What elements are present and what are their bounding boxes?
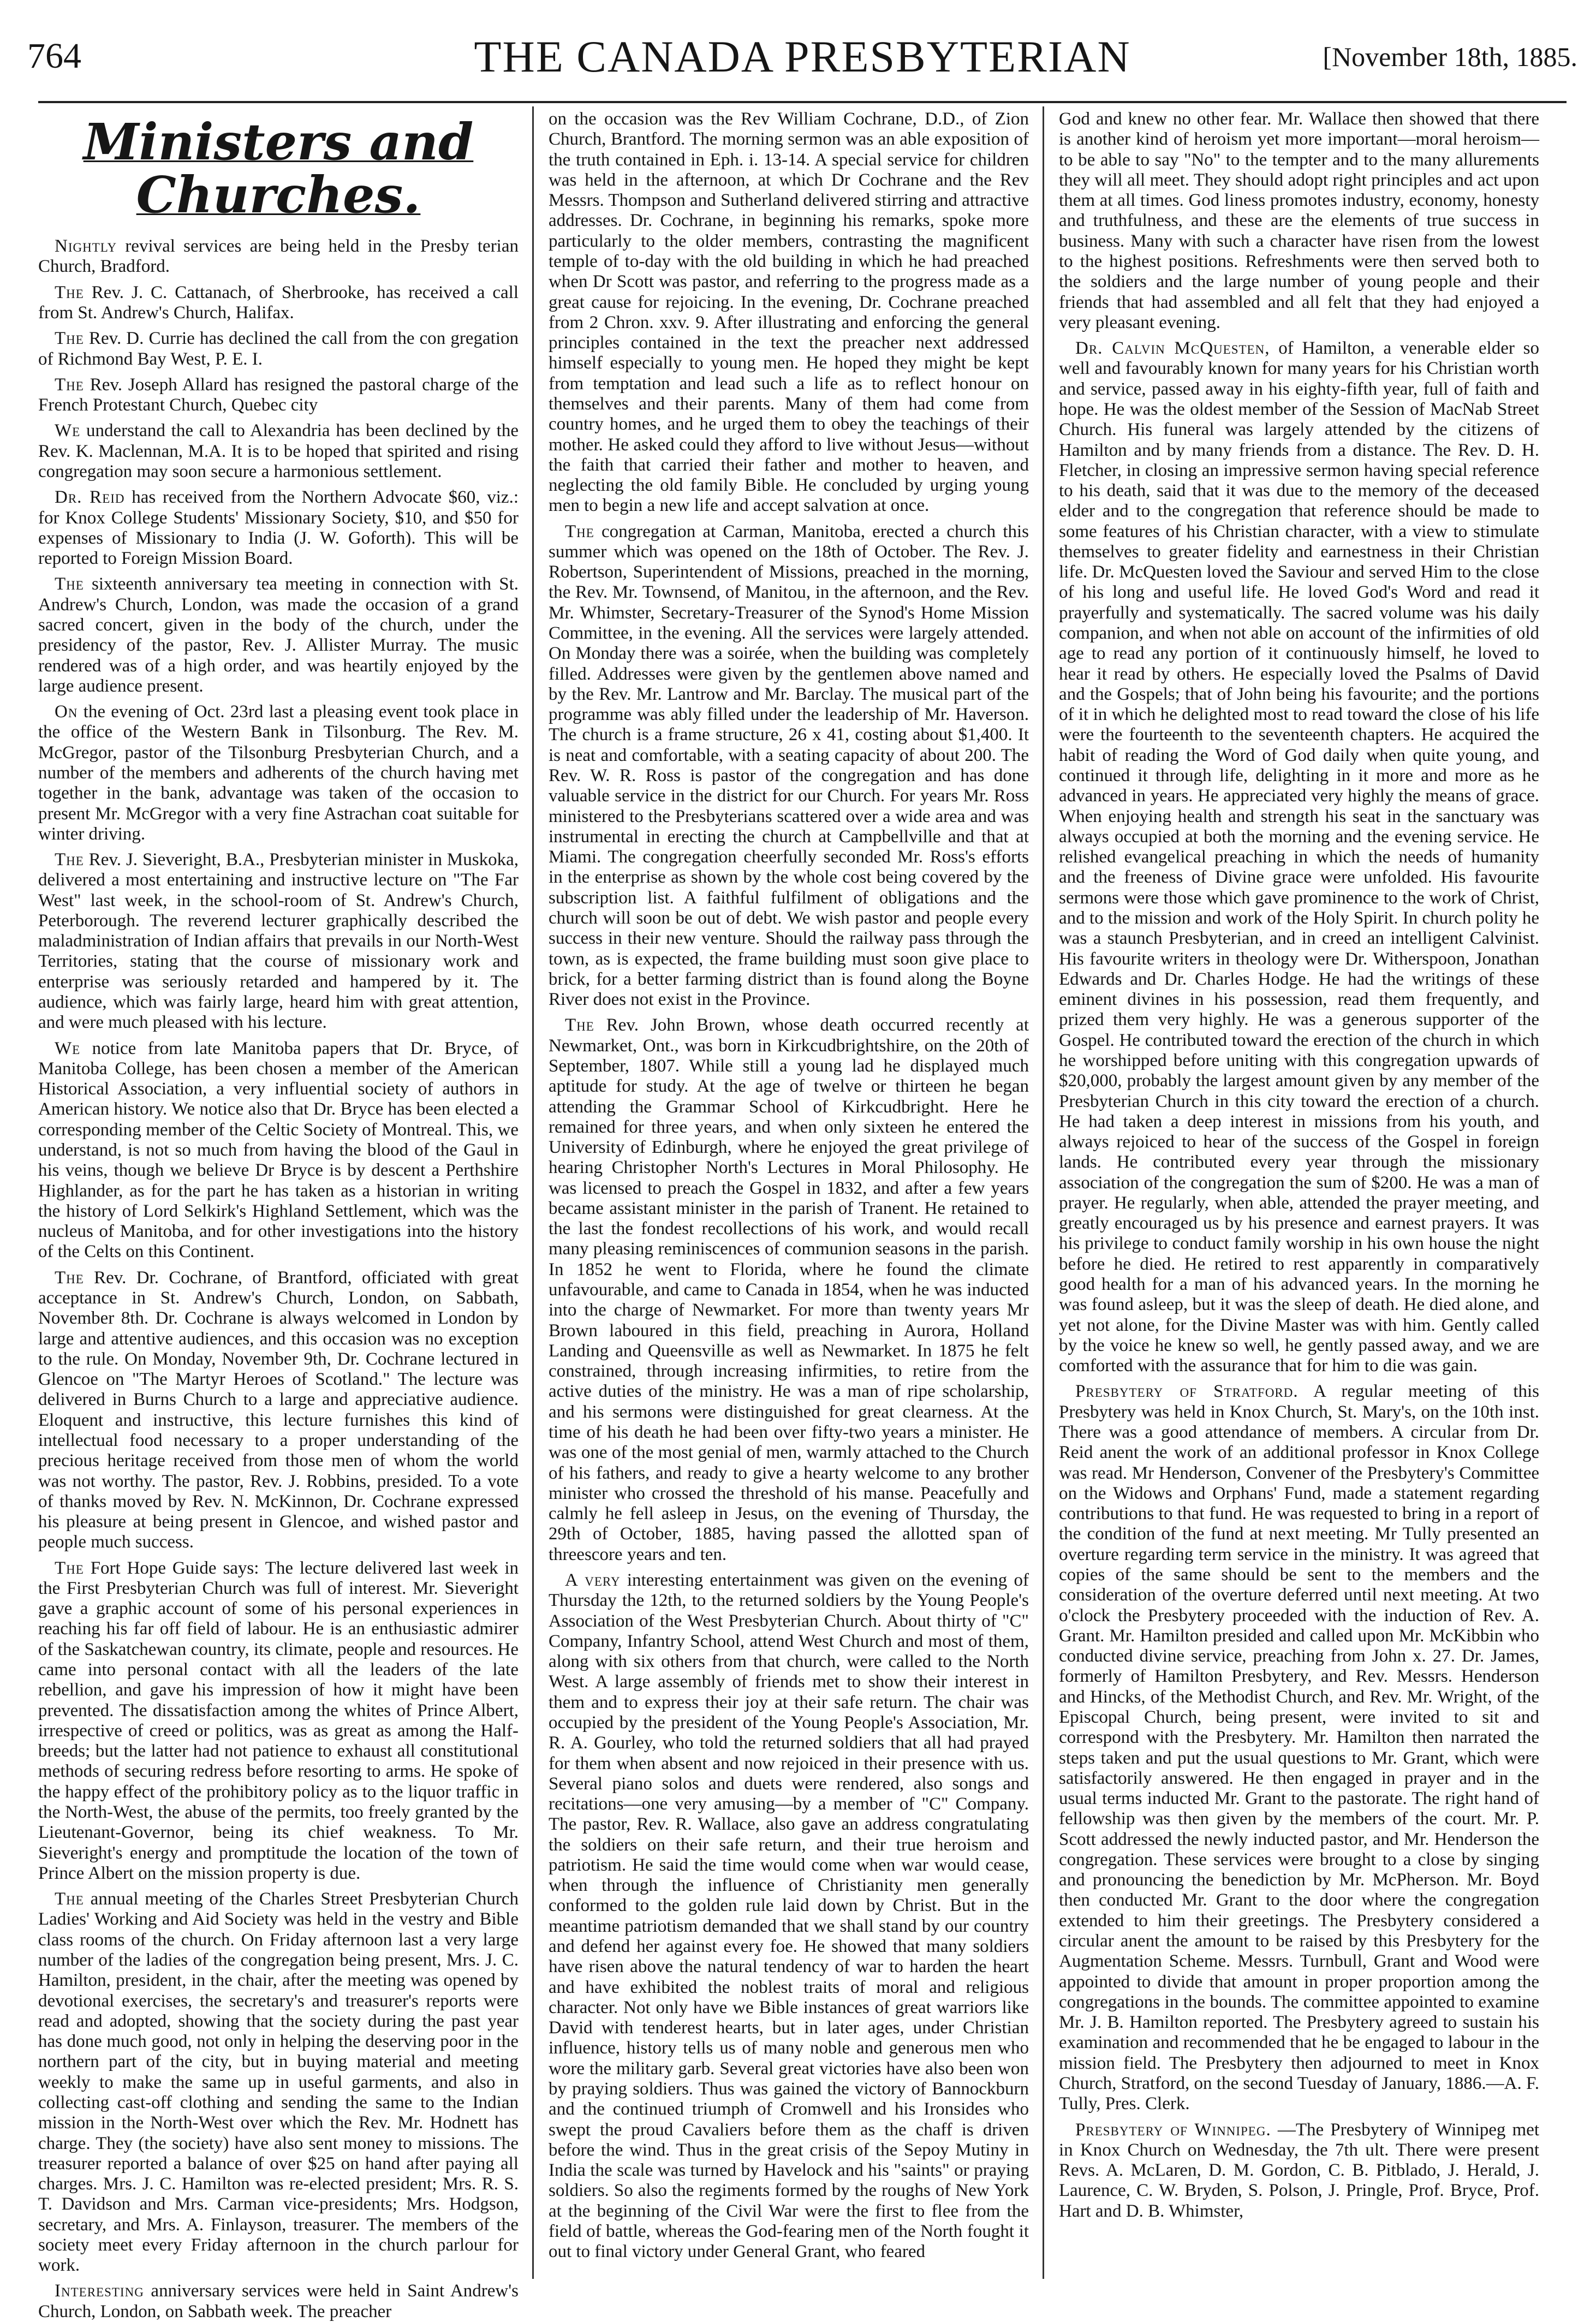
paragraph-lead: We [55,1038,81,1058]
paragraph-lead: Dr. Reid [55,487,125,508]
journal-title: THE CANADA PRESBYTERIAN [474,32,1131,81]
paragraph-text: Rev. Joseph Allard has resigned the pastoral charge of the French Protestant Church, Quebec city [38,374,519,415]
paragraph-text: Rev. Dr. Cochrane, of Brantford, officiated with great acceptance in St. Andrew's Church, London, on Sabbath, November 8th. Dr. Cochrane is always welcomed in London by large and attentive audiences, and this occasion was no exception to the rule. On Monday, November 9th, Dr. Cochrane lectured in Glencoe on "The Martyr Heroes of Scotland." The lecture was delivered in Burns Church to a large and appreciative audience. Eloquent and instructive, this lecture furnishes this kind of intellectual food necessary to a proper understanding of the precious heritage received from those men of whom the world was not worthy. The pastor, Rev. J. Robbins, presided. To a vote of thanks moved by Rev. N. McKinnon, Dr. Cochrane expressed his pleasure at being present in Glencoe, and wished pastor and people much success. [38,1267,519,1552]
paragraph-lead: Dr. Calvin McQuesten, [1075,338,1270,359]
article-paragraph [38,283,519,324]
column-3 [1059,109,1539,2271]
paragraph-text: anniversary services were held in Saint Andrew's Church, London, on Sabbath week. The preacher [38,2281,519,2321]
paragraph-text: revival services are being held in the Presby terian Church, Bradford. [38,236,519,277]
column-2 [549,109,1029,2271]
article-paragraph [38,1268,519,1553]
column-divider [532,106,534,2279]
article-paragraph [38,375,519,416]
paragraph-text: Rev. J. C. Cattanach, of Sherbrooke, has received a call from St. Andrew's Church, Halifax. [38,282,519,323]
article-paragraph [549,1015,1029,1565]
article-paragraph [38,1039,519,1263]
article-paragraph [38,421,519,482]
paragraph-lead: The [55,374,84,395]
column-1-articles [38,236,519,2322]
paragraph-lead: The [55,1267,84,1288]
article-paragraph [38,1889,519,2276]
article-paragraph [38,1558,519,1884]
paragraph-lead: On [55,702,78,722]
article-paragraph [549,522,1029,1010]
article-paragraph [38,329,519,370]
paragraph-lead: The [565,1015,594,1035]
header-rule [38,101,1567,103]
paragraph-lead: The [55,282,84,302]
article-paragraph [38,487,519,569]
paragraph-text: of Hamilton, a venerable elder so well and favourably known for many years for his Christian worth and service, passed away in his eighty-fifth year, full of faith and hope. He was the oldest member of the Session of MacNab Street Church. His funeral was largely attended by the citizens of Hamilton and by many friends from a distance. The Rev. D. H. Fletcher, in closing an impressive sermon having special reference to his death, said that it was due to the memory of the deceased elder and to the congregation that reference should be made to some features of his Christian character, with a view to stimulate themselves to greater fidelity and earnestness in their Christian life. Dr. McQuesten loved the Saviour and served Him to the close of his long and useful life. He loved God's Word and read it prayerfully and systematically. The sacred volume was his daily companion, and when not able on account of the infirmities of old age to read any portion of it continuously himself, he loved to hear it read by others. He especially loved the Psalms of David and the Gospels; that of John being his favourite; and the portions of it in which he delighted most to read toward the close of his life were the fourteenth to the seventeenth chapters. He acquired the habit of reading the Word of God daily when quite young, and continued it through life, delighting in it more and more as he advanced in years. He appreciated very highly the means of grace. When enjoying health and strength his seat in the sanctuary was always occupied at both the morning and the evening service. He relished evangelical preaching in which the needs of humanity and the freeness of Divine grace were unfolded. His favourite sermons were those which gave prominence to the work of Christ, and to the mission and work of the Holy Spirit. In church polity he was a staunch Presbyterian, and in creed an intelligent Calvinist. His favourite writers in theology were Dr. Witherspoon, Jonathan Edwards and Dr. Charles Hodge. He had the writings of these eminent divines in his possession, read them frequently, and prized them very highly. He was a generous supporter of the Gospel. He contributed toward the erection of the church in which he worshipped before uniting with this congregation upwards of $20,000, probably the largest amount given by any member of the Presbyterian Church in this city toward the erection of a church. He had taken a deep interest in missions from his youth, and always rejoiced to hear of the success of the Gospel in foreign lands. He contributed every year through the missionary association of the congregation the sum of $200. He was a man of prayer. He regularly, when able, attended the prayer meeting, and greatly encouraged us by his presence and earnest prayers. It was his privilege to conduct family worship in his own house the night before he died. He retired to rest apparently in comparatively good health for a man of his advanced years. In the morning he was found asleep, but it was the sleep of death. He died alone, and yet not alone, for the Divine Master was with him. Gently called by the voice he knew so well, he gently passed away, and we are comforted with the assurance that for him to die was gain. [1059,338,1539,1376]
paragraph-text: understand the call to Alexandria has been declined by the Rev. K. Maclennan, M.A. It is to be hoped that spirited and rising congregation may soon secure a harmonious settlement. [38,421,519,481]
paragraph-text: sixteenth anniversary tea meeting in connection with St. Andrew's Church, London, was made the occasion of a grand sacred concert, given in the body of the church, under the presidency of the pastor, Rev. J. Allister Murray. The music rendered was of a high order, and was heartily enjoyed by the large audience present. [38,574,519,696]
article-paragraph [38,702,519,844]
paragraph-lead: The [55,850,84,870]
paragraph-text: Rev. D. Currie has declined the call from the con gregation of Richmond Bay West, P. E. I. [38,329,519,369]
paragraph-text: Rev. J. Sieveright, B.A., Presbyterian minister in Muskoka, delivered a most entertaining and instructive lecture on "The Far West" last week, in the school-room of St. Andrew's Church, Peterborough. The reverend lecturer graphically described the maladministration of Indian affairs that prevails in our North-West Territories, stating that the course of missionary work and enterprise was seriously retarded and hampered by it. The audience, which was fairly large, heard him with great attention, and were much pleased with his lecture. [38,850,519,1033]
article-paragraph [1059,1382,1539,2114]
paragraph-text: A regular meeting of this Presbytery was held in Knox Church, St. Mary's, on the 10th inst. There was a good attendance of members. A circular from Dr. Reid anent the work of an additional professor in Knox College was read. Mr Henderson, Convener of the Presbytery's Committee on the Widows and Orphans' Fund, made a statement regarding contributions to that fund. He was requested to bring in a report of the condition of the fund at next meeting. Mr Tully presented an overture regarding term service in the ministry. It was agreed that copies of the same should be sent to the members and the consideration of the overture deferred until next meeting. At two o'clock the Presbytery proceeded with the induction of Rev. A. Grant. Mr. Hamilton presided and called upon Mr. McKibbin who conducted divine service, preaching from John x. 27. Dr. James, formerly of Hamilton Presbytery, and Rev. Messrs. Henderson and Hincks, of the Methodist Church, and Rev. Mr. Wright, of the Episcopal Church, being present, were invited to sit and correspond with the Presbytery. Mr. Hamilton then narrated the steps taken and put the usual questions to Mr. Grant, which were satisfactorily answered. He then engaged in prayer and in the usual terms inducted Mr. Grant to the pastorate. The right hand of fellowship was then given by the members of the court. Mr. P. Scott addressed the newly inducted pastor, and Mr. Henderson the congregation. These services were brought to a close by singing and pronouncing the benediction by Mr. McPherson. Mr. Boyd then conducted Mr. Grant to the door where the congregation extended to him their greetings. The Presbytery considered a circular anent the amount to be raised by this Presbytery for the Augmentation Scheme. Messrs. Turnbull, Grant and Wood were appointed to divide that amount in proper proportion among the congregations in the bounds. The committee appointed to examine Mr. J. B. Hamilton reported. The Presbytery agreed to sustain his examination and recommended that he be engaged to labour in the mission field. The Presbytery then adjourned to meet in Knox Church, Stratford, on the second Tuesday of January, 1886.—A. F. Tully, Pres. Clerk. [1059,1382,1540,2114]
paragraph-lead: Interesting [55,2281,144,2301]
article-paragraph [549,109,1029,516]
paragraph-lead: The [55,329,84,349]
article-paragraph [38,574,519,696]
paragraph-lead: Nightly [55,236,117,257]
article-paragraph [1059,2120,1539,2222]
paragraph-text: on the occasion was the Rev William Cochrane, D.D., of Zion Church, Brantford. The morning sermon was an able exposition of the truth contained in Eph. i. 13-14. A special service for children was held in the afternoon, at which Dr Cochrane and the Rev Messrs. Thompson and Sutherland delivered stirring and attractive addresses. Dr. Cochrane, in beginning his remarks, spoke more particularly to the older members, contrasting the magnificent temple of to-day with the old building in which he had preached when Dr Scott was pastor, and referring to the progress made as a great cause for rejoicing. In the evening, Dr. Cochrane preached from 2 Chron. xxv. 9. After illustrating and enforcing the general principles contained in the text the preacher next addressed himself especially to young men. He hoped they might be kept from temptation and lead such a life as to reflect honour on themselves and their parents. Many of them had come from country homes, and he urged them to obey the teachings of their mother. He asked could they afford to live without Jesus—without the faith that carried their father and mother to heaven, and neglecting the old family Bible. He concluded by urging young men to begin a new life and accept salvation at once. [549,109,1029,516]
paragraph-text: has received from the Northern Advocate $60, viz.: for Knox College Students' Missionary Society, $10, and $50 for expenses of Missionary to India (J. W. Goforth). This will be reported to Foreign Mission Board. [38,487,519,569]
paragraph-lead: Presbytery of Stratford. [1075,1382,1299,1402]
paragraph-text: notice from late Manitoba papers that Dr. Bryce, of Manitoba College, has been chosen a member of the American Historical Association, a very influential society of authors in American history. We notice also that Dr. Bryce has been elected a corresponding member of the Celtic Society of Montreal. This, we understand, is not so much from having the blood of the Gaul in his veins, though we believe Dr Bryce is by descent a Perthshire Highlander, as for the part he has taken as a historian in writing the history of Lord Selkirk's Highland Settlement, which was the nucleus of Manitoba, and for other investigations into the history of the Celts on this Continent. [38,1038,519,1262]
article-paragraph [1059,109,1539,333]
article-paragraph [1059,338,1539,1376]
paragraph-text: congregation at Carman, Manitoba, erected a church this summer which was opened on the 18th of October. The Rev. J. Robertson, Superintendent of Missions, preached in the morning, the Rev. Mr. Townsend, of Manitou, in the afternoon, and the Rev. Mr. Whimster, Secretary-Treasurer of the Synod's Home Mission Committee, in the evening. All the services were largely attended. On Monday there was a soirée, when the building was completely filled. Addresses were given by the gentlemen above named and by the Rev. Mr. Lantrow and Mr. Barclay. The musical part of the programme was ably filled under the leadership of Mr. Haverson. The church is a frame structure, 26 x 41, costing about $1,400. It is neat and comfortable, with a seating capacity of about 200. The Rev. W. R. Ross is pastor of the congregation and has done valuable service in the district for our Church. For years Mr. Ross ministered to the Presbyterians scattered over a wide area and was instrumental in erecting the church at Campbellville and that at Miami. The congregation cheerfully seconded Mr. Ross's efforts in the enterprise as shown by the whole cost being covered by the subscription list. A faithful fulfilment of obligations and the church will soon be out of debt. We wish pastor and people every success in their new venture. Should the railway pass through the town, as is expected, the frame building must soon give place to brick, for a better farming district than is found along the Boyne River does not exist in the Province. [549,521,1029,1010]
column-divider [1043,106,1044,2279]
page-number: 764 [27,36,81,76]
paragraph-lead: The [55,1889,84,1909]
paragraph-text: Fort Hope Guide says: The lecture delivered last week in the First Presbyterian Church was full of interest. Mr. Sieveright gave a graphic account of some of his personal experiences in reaching his far off field of labour. He is an enthusiastic admirer of the Saskatchewan country, its climate, people and resources. He came into personal contact with all the leaders of the late rebellion, and gave his impression of how it might have been prevented. The dissatisfaction among the whites of Prince Albert, irrespective of creed or politics, was as great as among the Half-breeds; but the latter had not patience to exhaust all constitutional methods of securing redress before resorting to arms. He spoke of the happy effect of the prohibitory policy as to the liquor traffic in the North-West, the abuse of the permits, too freely granted by the Lieutenant-Governor, being its chief weakness. To Mr. Sieveright's energy and promptitude the location of the town of Prince Albert on the mission property is due. [38,1558,519,1883]
paragraph-text: annual meeting of the Charles Street Presbyterian Church Ladies' Working and Aid Society was held in the vestry and Bible class rooms of the church. On Friday afternoon last a very large number of the ladies of the congregation being present, Mrs. J. C. Hamilton, president, in the chair, after the meeting was opened by devotional exercises, the secretary's and treasurer's reports were read and adopted, showing that the society during the past year has done much good, not only in helping the deserving poor in the northern part of the city, but in buying material and meeting weekly to make the same up in useful garments, and also in collecting cast-off clothing and sending the same to the Indian mission in the North-West over which the Rev. Mr. Hodnett has charge. They (the society) have also sent money to missions. The treasurer reported a balance of over $25 on hand after paying all charges. Mrs. J. C. Hamilton was re-elected president; Mrs. R. S. T. Davidson and Mrs. Carman vice-presidents; Mrs. Hodgson, secretary, and Mrs. A. Finlayson, treasurer. The members of the society meet every Friday afternoon in the church parlour for work. [38,1889,519,2276]
paragraph-text: Rev. John Brown, whose death occurred recently at Newmarket, Ont., was born in Kirkcudbrightshire, on the 20th of September, 1807. While still a young lad he displayed much aptitude for study. At the age of twelve or thirteen he began attending the Grammar School of Kirkcudbright. Here he remained for three years, and when only sixteen he entered the University of Edinburgh, where he enjoyed the great privilege of hearing Christopher North's Lectures in Moral Philosophy. He was licensed to preach the Gospel in 1832, and after a few years became assistant minister in the parish of Tranent. He retained to the last the fondest recollections of his work, and would recall many pleasing reminiscences of communion seasons in the parish. In 1852 he went to Florida, where he found the climate unfavourable, and came to Canada in 1854, when he was inducted into the charge of Newmarket. For more than twenty years Mr Brown laboured in this field, preaching in Aurora, Holland Landing and Queensville as well as Newmarket. In 1875 he felt constrained, through increasing infirmities, to retire from the active duties of the ministry. He was a man of ripe scholarship, and his sermons were distinguished for great clearness. At the time of his death he had been over fifty-two years a minister. He was one of the most genial of men, warmly attached to the Church of his fathers, and ready to give a hearty welcome to any brother minister who crossed the threshold of his manse. Peacefully and calmly he fell asleep in Jesus, on the evening of Thursday, the 29th of October, 1885, having passed the allotted span of threescore years and ten. [549,1015,1029,1564]
paragraph-lead: Presbytery of Winnipeg. [1075,2119,1271,2140]
paragraph-text: God and knew no other fear. Mr. Wallace then showed that there is another kind of heroism yet more important—moral heroism—to be able to say "No" to the tempter and to the many allurements they will all meet. They should adopt right principles and act upon them at all times. God liness promotes industry, economy, honesty and truthfulness, and these are the elements of true success in business. Many with such a character have risen from the lowest to the highest positions. Refreshments were then served both to the soldiers and the large number of young people and their friends that had assembled and all felt that they had enjoyed a very pleasant evening. [1059,109,1539,332]
article-paragraph [549,1570,1029,2263]
column-2-articles [549,109,1029,2263]
paragraph-lead: We [55,421,81,441]
paragraph-lead: The [55,574,84,594]
section-heading: Ministers and Churches. [83,112,474,224]
article-paragraph [38,2281,519,2322]
column-1 [38,109,519,2321]
paragraph-lead: A very [565,1570,621,1590]
paragraph-text: the evening of Oct. 23rd last a pleasing event took place in the office of the Western Bank in Tilsonburg. The Rev. M. McGregor, pastor of the Tilsonburg Presbyterian Church, and a number of the members and adherents of the church having met together in the bank, advantage was taken of the occasion to present Mr. McGregor with a very fine Astrachan coat suitable for winter driving. [38,702,519,844]
page-header [27,19,1577,101]
paragraph-lead: The [565,521,594,541]
paragraph-lead: The [55,1558,84,1578]
column-3-articles [1059,109,1539,2222]
issue-date: [November 18th, 1885. [1323,41,1577,72]
article-paragraph [38,850,519,1033]
article-paragraph [38,236,519,277]
paragraph-text: interesting entertainment was given on the evening of Thursday the 12th, to the returned soldiers by the Young People's Association of the West Presbyterian Church. About thirty of "C" Company, Infantry School, attend West Church and most of them, along with six others from that church, were called to the North West. A large assembly of friends met to show their interest in them and to express their joy at their safe return. The chair was occupied by the president of the Young People's Association, Mr. R. A. Gourley, who told the returned soldiers that all had prayed for them when absent and now rejoiced in their presence with us. Several piano solos and duets were rendered, also songs and recitations—one very amusing—by a member of "C" Company. The pastor, Rev. R. Wallace, also gave an address congratulating the soldiers on their safe return, and their true heroism and patriotism. He said the time would come when war would cease, when through the influence of Christianity men generally conformed to the golden rule laid down by Christ. But in the meantime patriotism demanded that we shall stand by our country and defend her against every foe. He showed that many soldiers have risen above the natural tendency of war to harden the heart and have exhibited the noblest traits of moral and religious character. Not only have we Bible instances of great warriors like David with tenderest hearts, but in later ages, under Christian influence, history tells us of many noble and generous men who wore the military garb. Several great victories have also been won by praying soldiers. Thus was gained the victory of Bannockburn and the continued triumph of Cromwell and his Ironsides who swept the proud Cavaliers before them as the chaff is driven before the wind. Thus in the great crisis of the Sepoy Mutiny in India the scale was turned by Havelock and his "saints" or praying soldiers. So also the regiments formed by the roughs of New York at the beginning of the Civil War were the first to flee from the field of battle, whereas the God-fearing men of the North fought it out to final victory under General Grant, who feared [549,1570,1029,2262]
paragraph-text: —The Presbytery of Winnipeg met in Knox Church on Wednesday, the 7th ult. There were present Revs. A. McLaren, D. M. Gordon, C. B. Pitblado, J. Herald, J. Laurence, C. W. Bryden, S. Polson, J. Pringle, Prof. Bryce, Prof. Hart and D. B. Whimster, [1059,2119,1539,2221]
